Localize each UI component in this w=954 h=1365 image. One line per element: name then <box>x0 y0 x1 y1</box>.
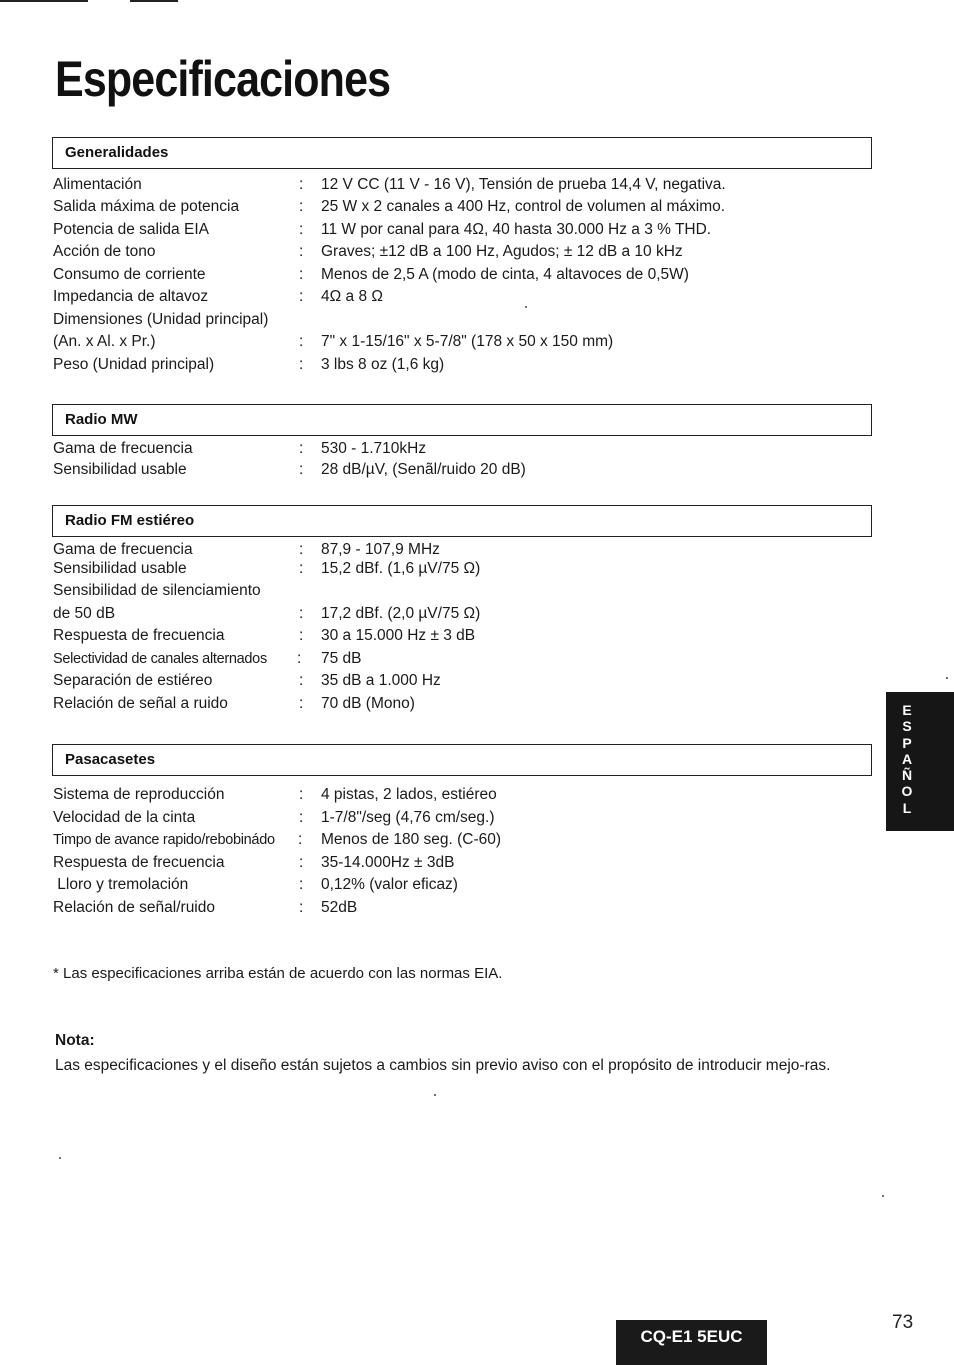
spec-row <box>53 196 833 218</box>
scan-speck <box>882 1195 884 1197</box>
spec-colon: : <box>299 786 304 803</box>
section-radio-fm <box>52 505 872 537</box>
spec-row <box>53 648 833 670</box>
spec-colon: : <box>299 560 304 577</box>
spec-colon: : <box>299 243 304 260</box>
spec-row <box>53 693 833 715</box>
section-pasacasetes <box>52 744 872 776</box>
spec-row <box>53 174 833 196</box>
top-rule-right <box>130 0 178 2</box>
spec-name: Relación de señal a ruido <box>53 695 228 712</box>
spec-name: Respuesta de frecuencia <box>53 854 225 871</box>
section-heading: Pasacasetes <box>65 751 156 768</box>
scan-speck <box>434 1094 436 1096</box>
model-number-badge: CQ-E1 5EUC <box>616 1320 767 1365</box>
spec-colon: : <box>299 198 304 215</box>
spec-colon: : <box>299 288 304 305</box>
spec-value: 17,2 dBf. (2,0 µV/75 Ω) <box>321 605 481 622</box>
spec-value: 7" x 1-15/16" x 5-7/8" (178 x 50 x 150 mm) <box>321 333 614 350</box>
spec-name: Consumo de corriente <box>53 266 206 283</box>
spec-row <box>53 580 833 602</box>
spec-colon: : <box>299 221 304 238</box>
spec-name: Timpo de avance rapido/rebobinádo <box>53 832 275 848</box>
spec-value: Menos de 2,5 A (modo de cinta, 4 altavoces de 0,5W) <box>321 266 689 283</box>
spec-row <box>53 829 833 851</box>
section-radio-mw <box>52 404 872 436</box>
page-title: Especificaciones <box>55 51 391 107</box>
spec-row <box>53 459 833 481</box>
spec-row <box>53 264 833 286</box>
spec-value: 11 W por canal para 4Ω, 40 hasta 30.000 Hz a 3 % THD. <box>321 221 712 238</box>
spec-value: 15,2 dBf. (1,6 µV/75 Ω) <box>321 560 481 577</box>
spec-row <box>53 874 833 896</box>
spec-value: Graves; ±12 dB a 100 Hz, Agudos; ± 12 dB a 10 kHz <box>321 243 683 260</box>
spec-row <box>53 784 833 806</box>
scan-speck <box>525 306 527 308</box>
spec-name: Sensibilidad usable <box>53 461 187 478</box>
spec-value: 35 dB a 1.000 Hz <box>321 672 441 689</box>
spec-row <box>53 331 833 353</box>
section-heading: Generalidades <box>65 144 169 161</box>
spec-name: Impedancia de altavoz <box>53 288 209 305</box>
page-number: 73 <box>892 1312 914 1333</box>
spec-name: Lloro y tremolación <box>53 876 189 893</box>
spec-colon: : <box>299 876 304 893</box>
note-title: Nota: <box>55 1032 95 1049</box>
spec-name: (An. x Al. x Pr.) <box>53 333 156 350</box>
spec-value: 28 dB/µV, (Senãl/ruido 20 dB) <box>321 461 526 478</box>
language-tab-letter: E <box>902 702 912 718</box>
spec-name: Peso (Unidad principal) <box>53 356 215 373</box>
spec-colon: : <box>299 695 304 712</box>
spec-colon: : <box>299 605 304 622</box>
spec-colon: : <box>299 854 304 871</box>
language-tab-letter: Ñ <box>901 767 913 784</box>
spec-name: Velocidad de la cinta <box>53 809 196 826</box>
spec-value: 70 dB (Mono) <box>321 695 415 712</box>
language-tab-letter: S <box>902 718 912 735</box>
language-tab-letter: P <box>902 734 912 751</box>
language-tab-letter: L <box>902 799 912 816</box>
spec-value: 4Ω a 8 Ω <box>321 288 383 305</box>
spec-row <box>53 438 833 460</box>
spec-colon: : <box>299 266 304 283</box>
spec-row <box>53 286 833 308</box>
spec-row <box>53 625 833 647</box>
spec-name: Gama de frecuencia <box>53 541 193 558</box>
spec-colon: : <box>297 650 302 667</box>
spec-value: 87,9 - 107,9 MHz <box>321 541 440 558</box>
spec-colon: : <box>299 672 304 689</box>
spec-row <box>53 897 833 919</box>
section-heading: Radio MW <box>65 411 138 428</box>
spec-name: Salida máxima de potencia <box>53 198 240 215</box>
spec-name: Dimensiones (Unidad principal) <box>53 311 269 328</box>
spec-colon: : <box>299 541 304 558</box>
spec-colon: : <box>299 356 304 373</box>
spec-row <box>53 241 833 263</box>
spec-row <box>53 603 833 625</box>
spec-value: 3 lbs 8 oz (1,6 kg) <box>321 356 445 373</box>
language-tab-letter: O <box>901 783 913 800</box>
spec-row <box>53 558 833 580</box>
spec-row <box>53 807 833 829</box>
spec-colon: : <box>299 899 304 916</box>
spec-name: Acción de tono <box>53 243 156 260</box>
spec-value: 4 pistas, 2 lados, estiéreo <box>321 786 497 803</box>
top-rule-left <box>0 0 88 2</box>
spec-value: 25 W x 2 canales a 400 Hz, control de volumen al máximo. <box>321 198 726 215</box>
language-tab-label <box>886 702 928 816</box>
spec-row <box>53 354 833 376</box>
spec-colon: : <box>299 809 304 826</box>
spec-name: Separación de estiéreo <box>53 672 213 689</box>
spec-row <box>53 670 833 692</box>
spec-name: Selectividad de canales alternados <box>53 651 267 667</box>
spec-colon: : <box>299 440 304 457</box>
language-side-tab <box>886 692 954 831</box>
spec-colon: : <box>299 333 304 350</box>
spec-value: 1-7/8"/seg (4,76 cm/seg.) <box>321 809 495 826</box>
language-tab-letter: A <box>901 750 913 767</box>
spec-name: Potencia de salida EIA <box>53 221 209 238</box>
spec-name: Respuesta de frecuencia <box>53 627 225 644</box>
spec-colon: : <box>299 461 304 478</box>
spec-value: Menos de 180 seg. (C-60) <box>321 831 502 848</box>
spec-value: 52dB <box>321 899 358 916</box>
footnote: * Las especificaciones arriba están de acuerdo con las normas EIA. <box>53 965 503 982</box>
spec-name: Relación de señal/ruido <box>53 899 215 916</box>
spec-name: Alimentación <box>53 176 142 193</box>
spec-row <box>53 219 833 241</box>
spec-value: 0,12% (valor eficaz) <box>321 876 458 893</box>
spec-value: 35-14.000Hz ± 3dB <box>321 854 455 871</box>
spec-value: 75 dB <box>321 650 362 667</box>
section-generalidades <box>52 137 872 169</box>
spec-name: Sensibilidad usable <box>53 560 187 577</box>
spec-value: 530 - 1.710kHz <box>321 440 427 457</box>
spec-value: 12 V CC (11 V - 16 V), Tensión de prueba 14,4 V, negativa. <box>321 176 726 193</box>
spec-name: Sensibilidad de silenciamiento <box>53 582 261 599</box>
spec-name: Sistema de reproducción <box>53 786 225 803</box>
spec-colon: : <box>299 176 304 193</box>
section-heading: Radio FM estiéreo <box>65 512 195 529</box>
spec-row <box>53 852 833 874</box>
spec-colon: : <box>298 831 303 848</box>
scan-speck <box>946 677 948 679</box>
spec-colon: : <box>299 627 304 644</box>
spec-name: Gama de frecuencia <box>53 440 193 457</box>
spec-row <box>53 309 833 331</box>
note-body: Las especificaciones y el diseño están sujetos a cambios sin previo aviso con el propósito de introducir mejo-ras. <box>55 1057 831 1074</box>
scan-speck <box>59 1157 61 1159</box>
spec-value: 30 a 15.000 Hz ± 3 dB <box>321 627 476 644</box>
spec-name: de 50 dB <box>53 605 116 622</box>
